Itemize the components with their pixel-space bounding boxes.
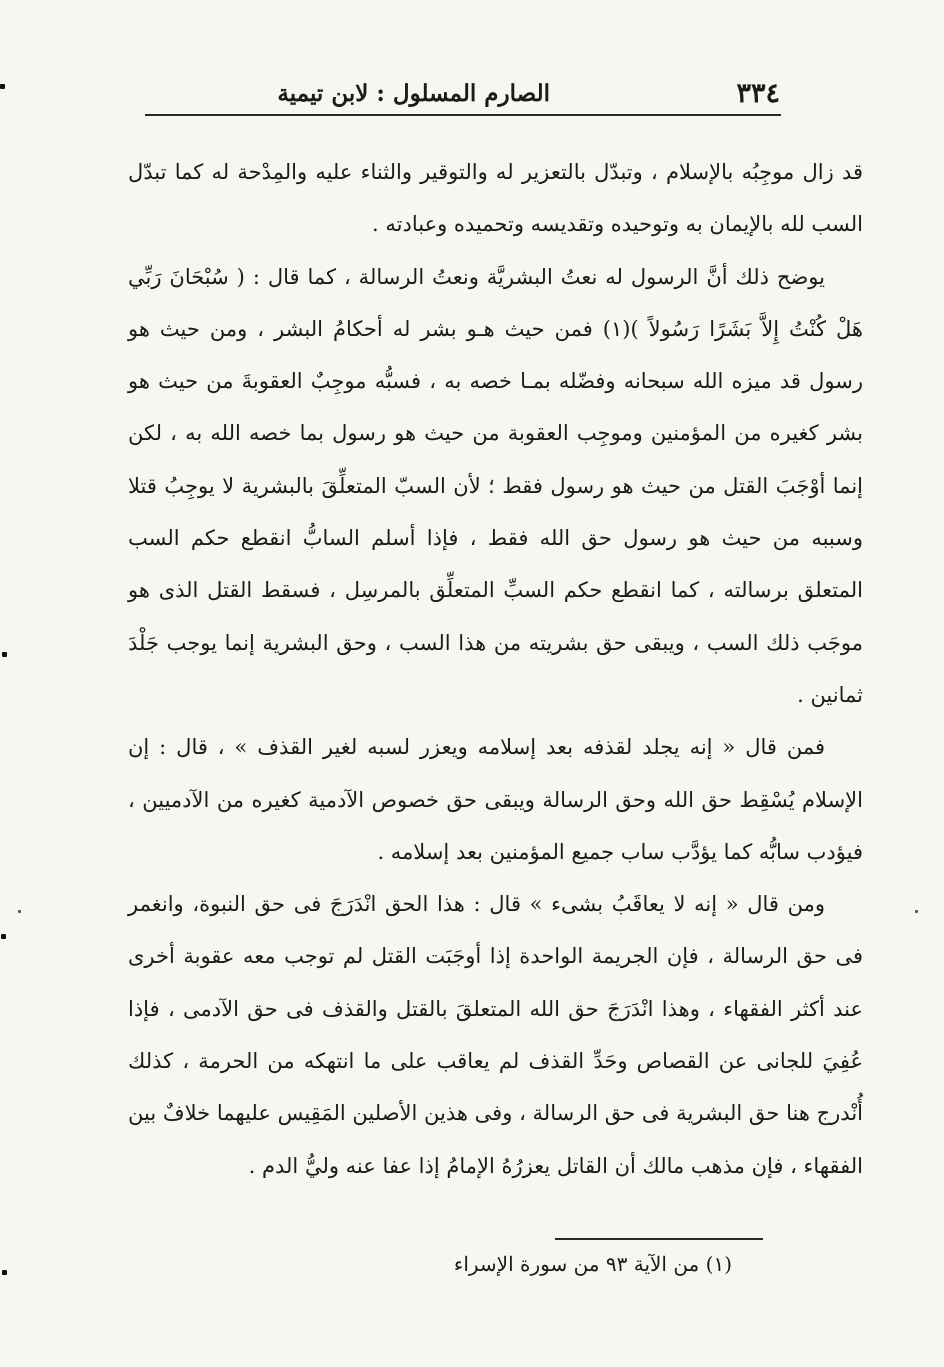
header-rule — [145, 114, 781, 116]
footnote: (١) من الآية ٩٣ من سورة الإسراء — [453, 1252, 732, 1276]
scan-speck — [2, 1270, 7, 1275]
footnote-rule — [555, 1238, 763, 1240]
paragraph-2: يوضح ذلك أنَّ الرسول له نعتُ البشريَّة ونعتُ الرسالة ، كما قال : ( سُبْحَانَ رَبِّي هَلْ كُنْتُ إِلاَّ بَشَرًا رَسُولاً )(١) فمن حيث هـو بشر له أحكامُ البشر ، ومن حيث هو رسول قد ميزه الله سبحانه وفضّله بمـا خصه به ، فسبُّه موجِبٌ العقوبةَ من حيث هو بشر كغيره من المؤمنين وموجِب العقوبة من حيث هو رسول بما خصه الله به ، لكن إنما أوْجَبَ القتل من حيث هو رسول فقط ؛ لأن السبّ المتعلِّقَ بالبشرية لا يوجِبُ قتلا وسببه من حيث هو رسول حق الله فقط ، فإذا أسلم السابُّ انقطع حكم السب المتعلق برسالته ، كما انقطع حكم السبِّ المتعلِّق بالمرسِل ، فسقط القتل الذى هو موجَب ذلك السب ، ويبقى حق بشريته من هذا السب ، وحق البشرية إنما يوجب جَلْدَ ثمانين . — [128, 264, 863, 707]
page-number: ٣٣٤ — [736, 78, 780, 109]
paragraph-4: ومن قال « إنه لا يعاقَبُ بشىء » قال : هذا الحق انْدَرَجَ فى حق النبوة، وانغمر فى حق الرسالة ، فإن الجريمة الواحدة إذا أوجَبَت القتل لم توجب معه عقوبة أخرى عند أكثر الفقهاء ، وهذا انْدَرَجَ حق الله المتعلقَ بالقتل والقذف فى حق الآدمى ، فإذا عُفِيَ للجانى عن القصاص وحَدِّ القذف لم يعاقب على ما انتهكه من الحرمة ، كذلك أُنْدرج هنا حق البشرية فى حق الرسالة ، وفى هذين الأصلين المَقِيس عليهما خلافٌ بين الفقهاء ، فإن مذهب مالك أن القاتل يعزرُهُ الإمامُ إذا عفا عنه وليُّ الدم . — [128, 892, 863, 1178]
paragraph-3: فمن قال « إنه يجلد لقذفه بعد إسلامه ويعزر لسبه لغير القذف » ، قال : إن الإسلام يُسْقِط حق الله وحق الرسالة ويبقى حق خصوص الآدمية كغيره من الآدميين ، فيؤدب سابُّه كما يؤدَّب ساب جميع المؤمنين بعد إسلامه . — [128, 735, 863, 864]
page-header — [145, 76, 780, 110]
scan-speck — [1, 934, 6, 939]
scan-speck — [0, 84, 5, 89]
paragraph-1: قد زال موجِبُه بالإسلام ، وتبدّل بالتعزير له والتوقير والثناء عليه والمِدْحة له كما تبدّل السب لله بالإيمان به وتوحيده وتقديسه وتحميده وعبادته . — [128, 160, 863, 237]
running-title: الصارم المسلول : لابن تيمية — [277, 80, 550, 107]
scan-speck — [18, 910, 21, 913]
scan-speck — [915, 910, 918, 913]
body-text — [128, 146, 863, 1192]
scan-speck — [2, 652, 7, 657]
